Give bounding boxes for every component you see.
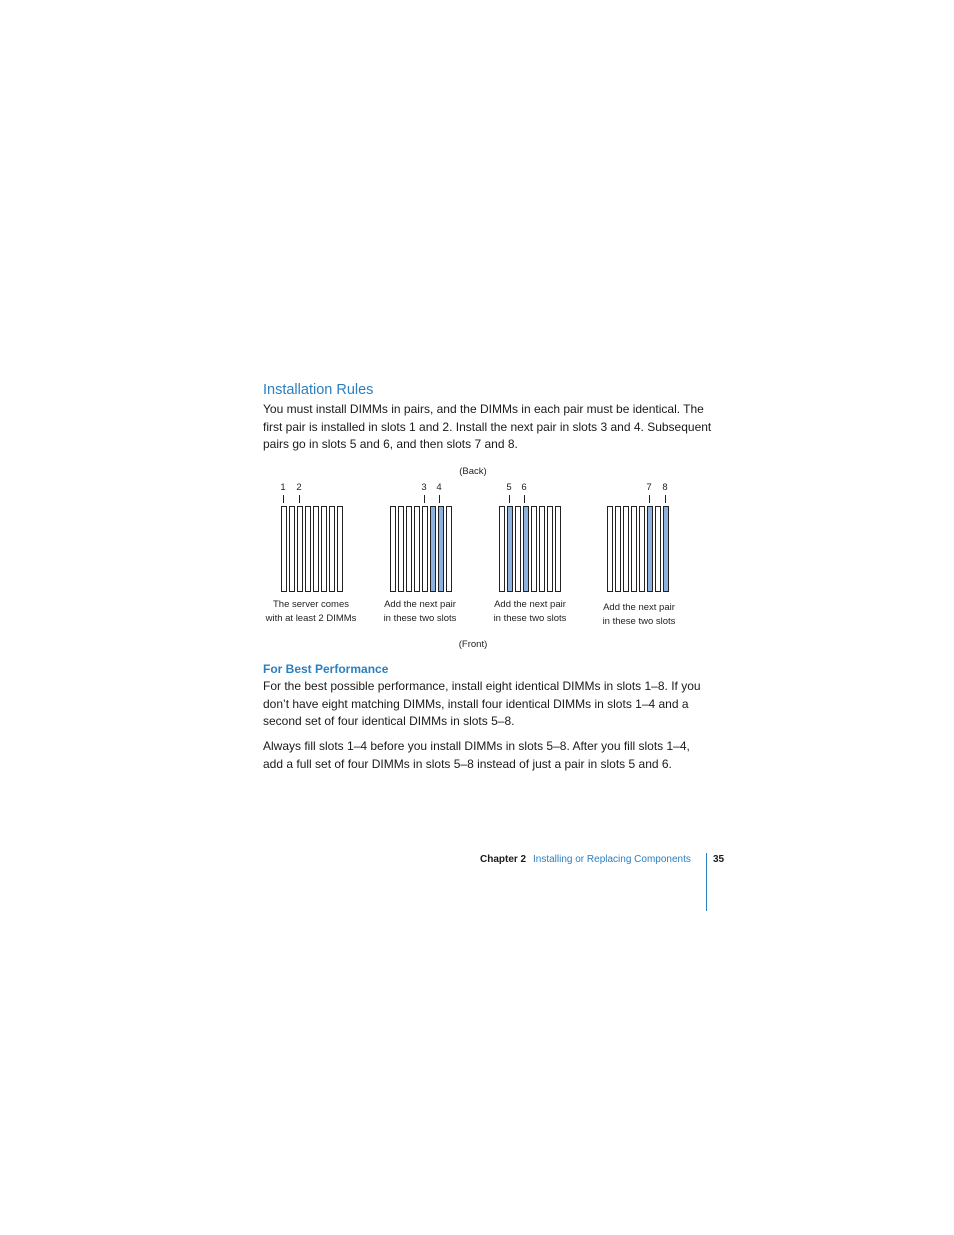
slot-pointer: [665, 495, 666, 503]
slot-number: 7: [646, 482, 652, 493]
dimm-slot: [639, 506, 645, 592]
intro-paragraph: You must install DIMMs in pairs, and the DIMMs in each pair must be identical. The first pair is installed in slots 1 and 2. Install the next pair in slots 3 and 4. Subsequent pairs go in slots 5 and 6, and then slots 7 and 8.: [263, 402, 712, 451]
dimm-slot: [615, 506, 621, 592]
caption-line: The server comes: [272, 599, 350, 610]
dimm-slot: [523, 506, 529, 592]
caption-line: with at least 2 DIMMs: [265, 613, 357, 624]
dimm-slot: [438, 506, 444, 592]
slot-number: 8: [662, 482, 668, 493]
slot-number: 2: [296, 482, 302, 493]
dimm-slot: [531, 506, 537, 592]
dimm-slot: [406, 506, 412, 592]
dimm-slot: [446, 506, 452, 592]
dimm-slot: [281, 506, 287, 592]
slot-number: 5: [506, 482, 512, 493]
slot-pointer: [424, 495, 425, 503]
dimm-slot: [313, 506, 319, 592]
caption-line: Add the next pair: [494, 599, 566, 610]
dimm-slot: [547, 506, 553, 592]
dimm-slot: [297, 506, 303, 592]
dimm-slot: [305, 506, 311, 592]
dimm-slot: [390, 506, 396, 592]
dimm-slot: [499, 506, 505, 592]
dimm-slot: [321, 506, 327, 592]
slot-pointer: [524, 495, 525, 503]
front-label: (Front): [458, 639, 488, 650]
slot-number: 3: [421, 482, 427, 493]
dimm-slot: [398, 506, 404, 592]
slot-pointer: [509, 495, 510, 503]
slot-group-caption: [475, 598, 585, 626]
dimm-slot: [663, 506, 669, 592]
dimm-slot: [631, 506, 637, 592]
footer-chapter-title: Installing or Replacing Components: [533, 854, 691, 865]
slot-number: 1: [280, 482, 286, 493]
caption-line: in these two slots: [602, 616, 676, 627]
slot-number: 4: [436, 482, 442, 493]
footer-divider: [706, 853, 707, 911]
dimm-slot: [623, 506, 629, 592]
dimm-slot: [647, 506, 653, 592]
caption-line: Add the next pair: [603, 602, 675, 613]
slot-pointer: [439, 495, 440, 503]
footer-chapter: Chapter 2: [480, 854, 527, 865]
best-performance-heading: For Best Performance: [263, 662, 389, 676]
slot-pointer: [649, 495, 650, 503]
section-title: Installation Rules: [263, 382, 374, 398]
slot-group-caption: [584, 601, 694, 629]
caption-line: in these two slots: [383, 613, 457, 624]
dimm-slot: [655, 506, 661, 592]
dimm-slot: [515, 506, 521, 592]
dimm-slot: [555, 506, 561, 592]
slot-pointer: [283, 495, 284, 503]
dimm-slot: [329, 506, 335, 592]
dimm-slot: [337, 506, 343, 592]
best-performance-paragraph-2: Always fill slots 1–4 before you install DIMMs in slots 5–8. After you fill slots 1–4, add a full set of four DIMMs in slots 5–8 instead of just a pair in slots 5 and 6.: [263, 739, 690, 771]
dimm-slot: [430, 506, 436, 592]
dimm-slot: [539, 506, 545, 592]
slot-group-caption: [256, 598, 366, 626]
back-label: (Back): [459, 466, 487, 477]
dimm-slot: [289, 506, 295, 592]
dimm-slot: [507, 506, 513, 592]
slot-group-caption: [365, 598, 475, 626]
dimm-slot: [422, 506, 428, 592]
dimm-slot: [414, 506, 420, 592]
slot-number: 6: [521, 482, 527, 493]
slot-pointer: [299, 495, 300, 503]
best-performance-paragraph-1: For the best possible performance, install eight identical DIMMs in slots 1–8. If you don’t have eight matching DIMMs, install four identical DIMMs in slots 1–4 and a second set of four identical DIMMs in slots 5–8.: [263, 679, 701, 728]
caption-line: Add the next pair: [384, 599, 456, 610]
caption-line: in these two slots: [493, 613, 567, 624]
page-number: 35: [713, 854, 725, 865]
dimm-slot: [607, 506, 613, 592]
